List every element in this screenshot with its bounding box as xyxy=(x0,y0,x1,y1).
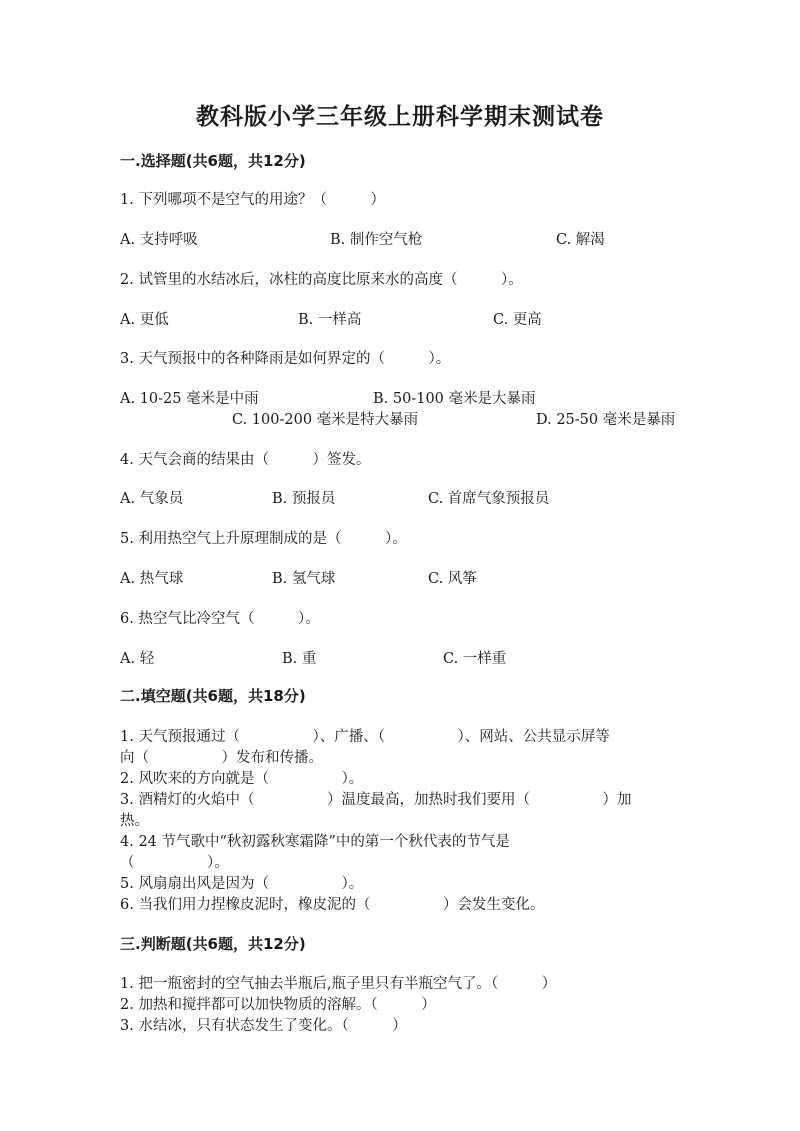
fill-line-3: 2. 风吹来的方向就是（ ）。 xyxy=(120,771,364,787)
option-5c: C. 风筝 xyxy=(428,571,477,587)
judge-line-2: 2. 加热和搅拌都可以加快物质的溶解。（ ） xyxy=(120,997,436,1013)
option-2c: C. 更高 xyxy=(493,312,542,328)
option-4c: C. 首席气象预报员 xyxy=(428,491,550,507)
section-heading-judge: 三.判断题(共6题，共12分) xyxy=(120,935,306,953)
question-5: 5. 利用热空气上升原理制成的是（ ）。 xyxy=(120,531,407,547)
fill-line-1: 1. 天气预报通过（ ）、广播、（ ）、网站、公共显示屏等 xyxy=(120,729,610,745)
question-6: 6. 热空气比冷空气（ ）。 xyxy=(120,611,320,627)
option-4b: B. 预报员 xyxy=(272,491,336,507)
page-title: 教科版小学三年级上册科学期末测试卷 xyxy=(196,104,604,130)
option-2b: B. 一样高 xyxy=(298,312,362,328)
option-6c: C. 一样重 xyxy=(443,651,507,667)
fill-line-8: 5. 风扇扇出风是因为（ ）。 xyxy=(120,876,364,892)
option-2a: A. 更低 xyxy=(120,312,169,328)
question-3: 3. 天气预报中的各种降雨是如何界定的（ ）。 xyxy=(120,351,451,367)
fill-line-7: （ ）。 xyxy=(120,855,229,871)
judge-line-3: 3. 水结冰，只有状态发生了变化。（ ） xyxy=(120,1018,407,1034)
option-1a: A. 支持呼吸 xyxy=(120,232,198,248)
option-1c: C. 解渴 xyxy=(556,232,605,248)
option-1b: B. 制作空气枪 xyxy=(330,232,423,248)
option-4a: A. 气象员 xyxy=(120,491,184,507)
option-3a: A. 10-25 毫米是中雨 xyxy=(120,391,259,407)
section-heading-choice: 一.选择题(共6题，共12分) xyxy=(120,152,306,170)
fill-line-9: 6. 当我们用力捏橡皮泥时，橡皮泥的（ ）会发生变化。 xyxy=(120,897,545,913)
question-2: 2. 试管里的水结冰后，冰柱的高度比原来水的高度（ ）。 xyxy=(120,272,523,288)
judge-line-1: 1. 把一瓶密封的空气抽去半瓶后,瓶子里只有半瓶空气了。（ ） xyxy=(120,976,557,992)
question-1: 1. 下列哪项不是空气的用途？（ ） xyxy=(120,192,385,208)
option-3d: D. 25-50 毫米是暴雨 xyxy=(536,412,676,428)
option-6a: A. 轻 xyxy=(120,651,155,667)
fill-line-5: 热。 xyxy=(120,813,149,829)
option-5b: B. 氢气球 xyxy=(272,571,336,587)
question-4: 4. 天气会商的结果由（ ）签发。 xyxy=(120,452,371,468)
fill-line-6: 4. 24 节气歌中“秋初露秋寒霜降”中的第一个秋代表的节气是 xyxy=(120,834,510,850)
option-6b: B. 重 xyxy=(282,651,317,667)
option-3c: C. 100-200 毫米是特大暴雨 xyxy=(232,412,419,428)
option-5a: A. 热气球 xyxy=(120,571,184,587)
fill-line-2: 向（ ）发布和传播。 xyxy=(120,750,323,766)
section-heading-fill: 二.填空题(共6题，共18分) xyxy=(120,687,306,705)
fill-line-4: 3. 酒精灯的火焰中（ ）温度最高，加热时我们要用（ ）加 xyxy=(120,792,632,808)
option-3b: B. 50-100 毫米是大暴雨 xyxy=(373,391,536,407)
